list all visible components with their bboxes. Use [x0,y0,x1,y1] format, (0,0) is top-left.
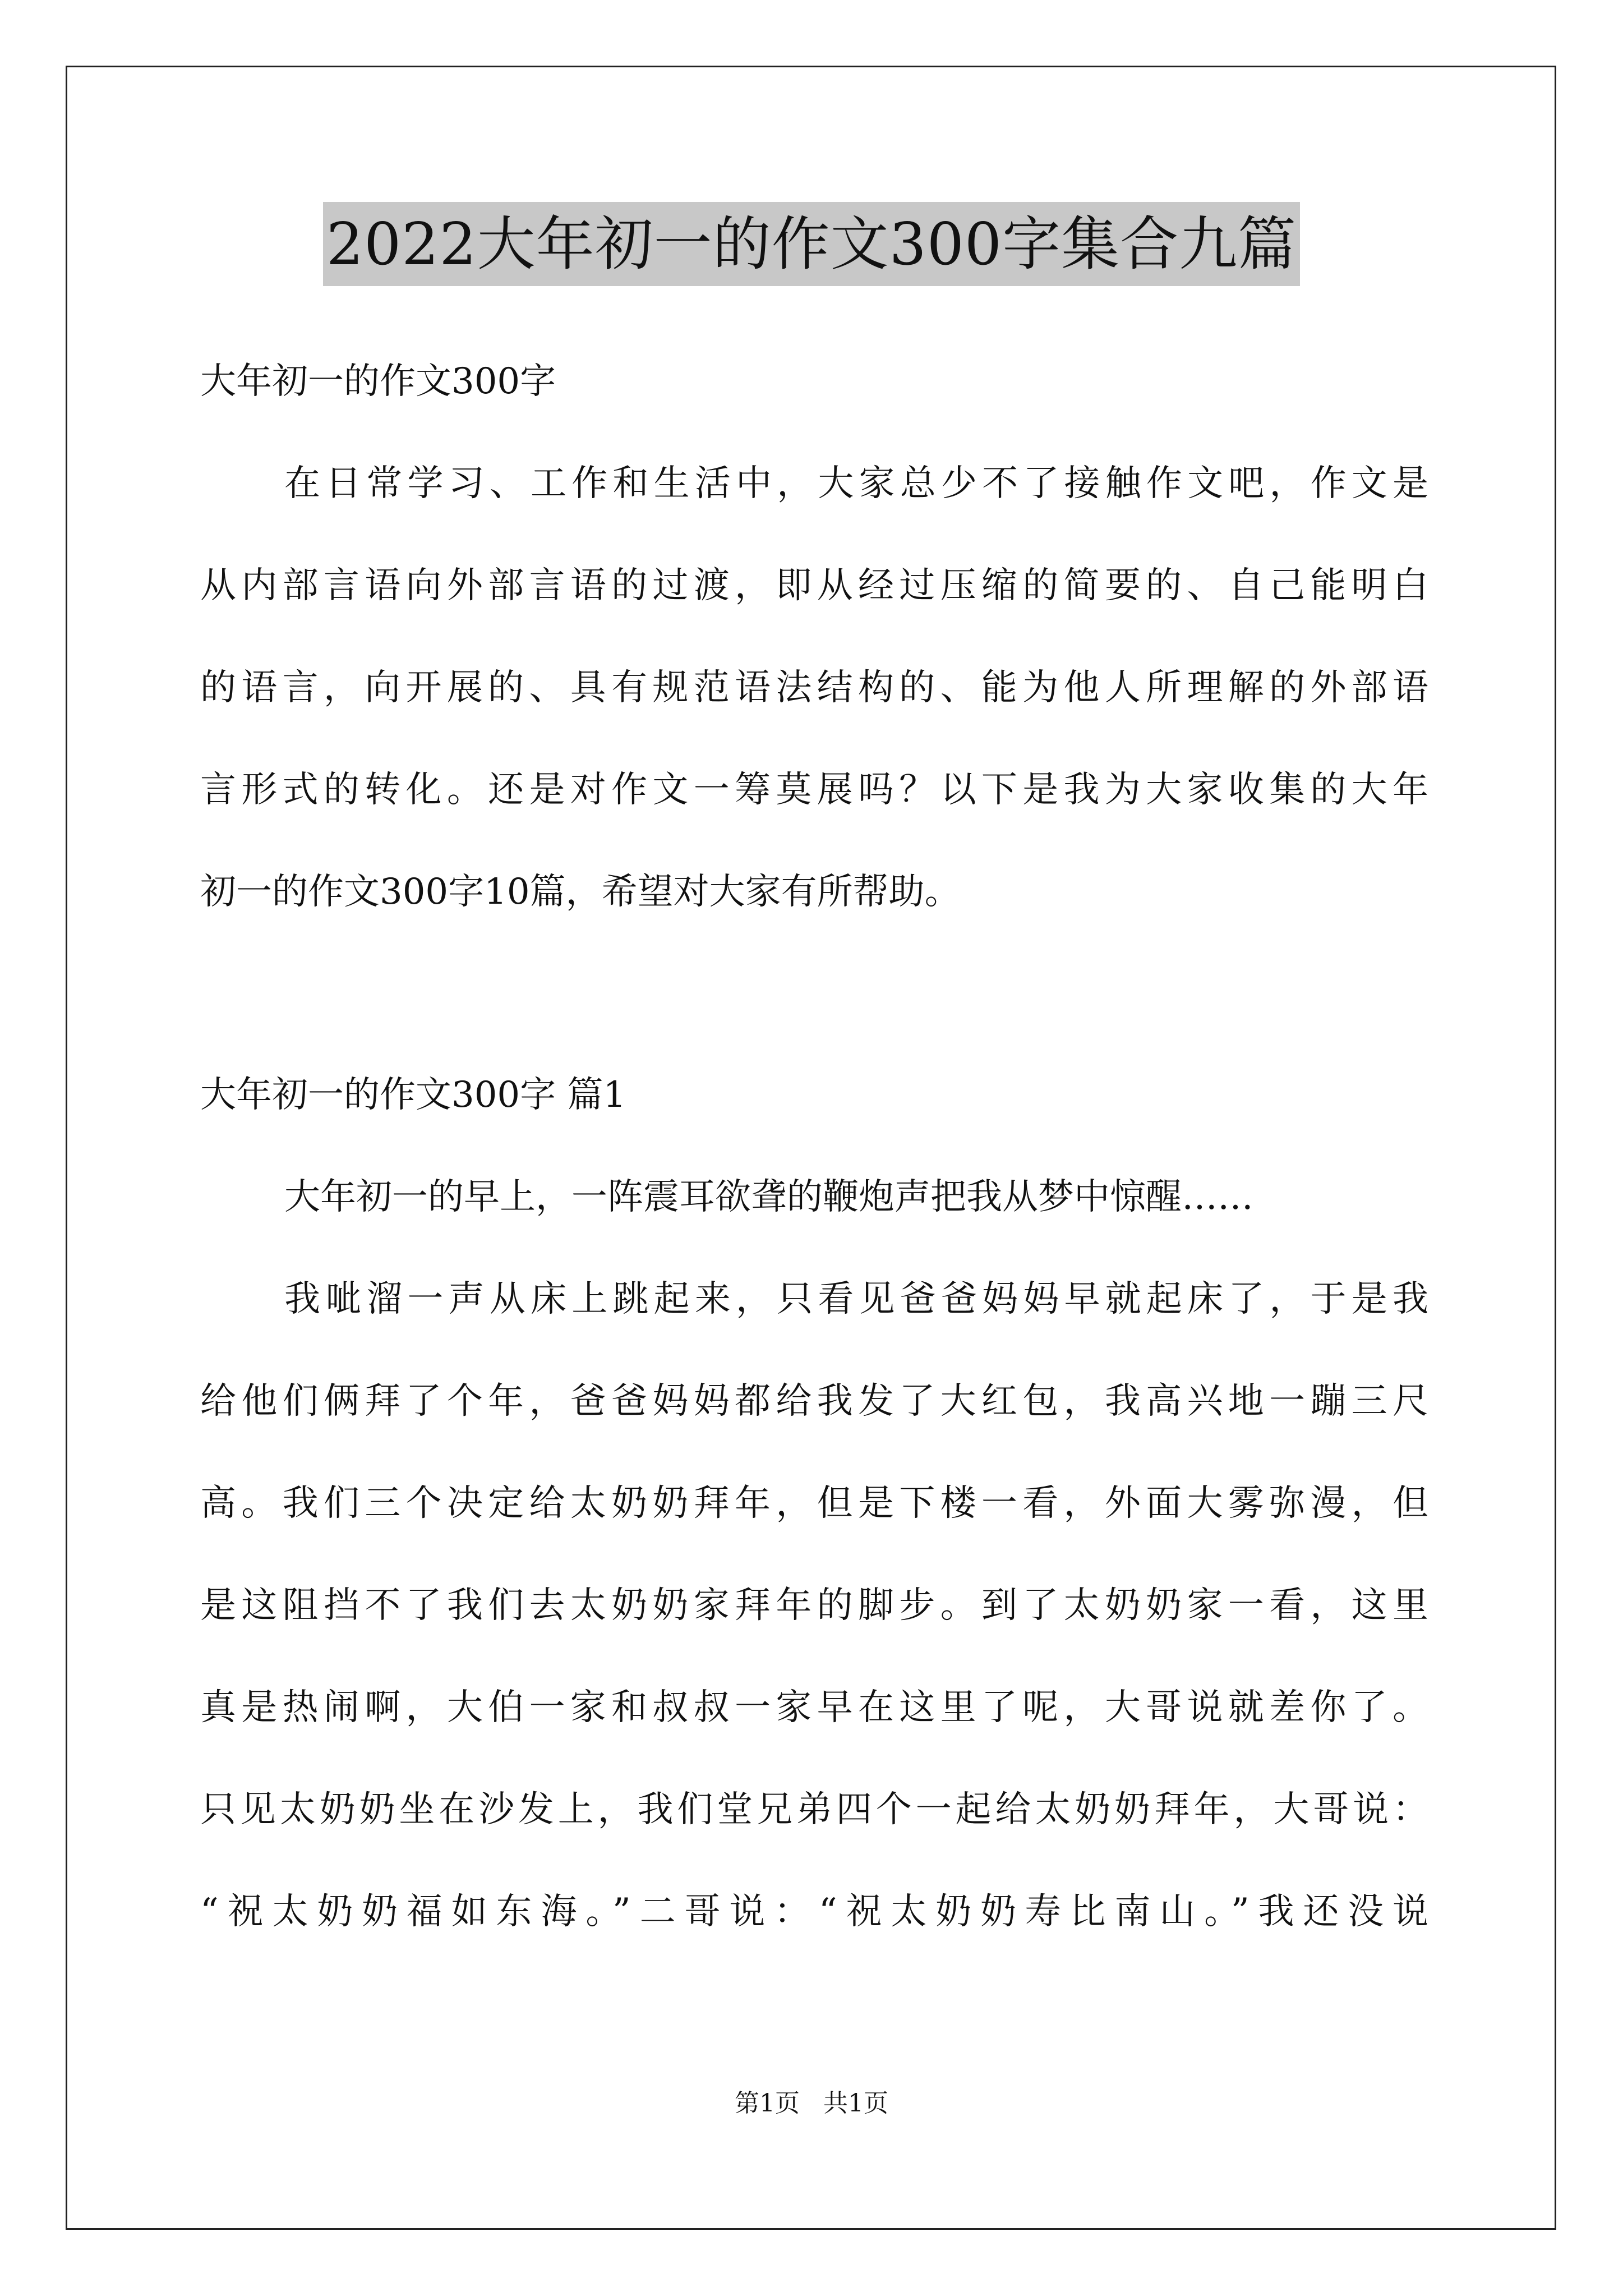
intro-line-1: 在日常学习、工作和生活中，大家总少不了接触作文吧，作文是 [284,463,1428,504]
section1-para2-line-4: 是这阻挡不了我们去太奶奶家拜年的脚步。到了太奶奶家一看，这里 [200,1585,1428,1626]
page-footer: 第1页 共1页 [735,2089,888,2118]
title-wrapper [0,202,1623,286]
section1-para2-line-6: 只见太奶奶坐在沙发上，我们堂兄弟四个一起给太奶奶拜年，大哥说： [200,1789,1428,1830]
section1-para2-line-7: “祝太奶奶福如东海。”二哥说：“祝太奶奶寿比南山。”我还没说 [200,1891,1428,1932]
section1-para2-line-1: 我呲溜一声从床上跳起来，只看见爸爸妈妈早就起床了，于是我 [284,1278,1428,1320]
intro-heading: 大年初一的作文300字 [200,361,556,402]
document-title: 2022大年初一的作文300字集合九篇 [323,202,1300,286]
section1-para2-line-5: 真是热闹啊，大伯一家和叔叔一家早在这里了呢，大哥说就差你了。 [200,1687,1428,1728]
intro-line-4: 言形式的转化。还是对作文一筹莫展吗？以下是我为大家收集的大年 [200,769,1428,811]
intro-line-5: 初一的作文300字10篇，希望对大家有所帮助。 [200,871,961,913]
section1-para2-line-2: 给他们俩拜了个年，爸爸妈妈都给我发了大红包，我高兴地一蹦三尺 [200,1381,1428,1422]
intro-line-3: 的语言，向开展的、具有规范语法结构的、能为他人所理解的外部语 [200,667,1428,708]
intro-line-2: 从内部言语向外部言语的过渡，即从经过压缩的简要的、自己能明白 [200,565,1428,606]
section1-paragraph-1: 大年初一的早上，一阵震耳欲聋的鞭炮声把我从梦中惊醒…… [284,1176,1253,1218]
section1-para2-line-3: 高。我们三个决定给太奶奶拜年，但是下楼一看，外面大雾弥漫，但 [200,1483,1428,1524]
section1-heading: 大年初一的作文300字 篇1 [200,1074,626,1116]
